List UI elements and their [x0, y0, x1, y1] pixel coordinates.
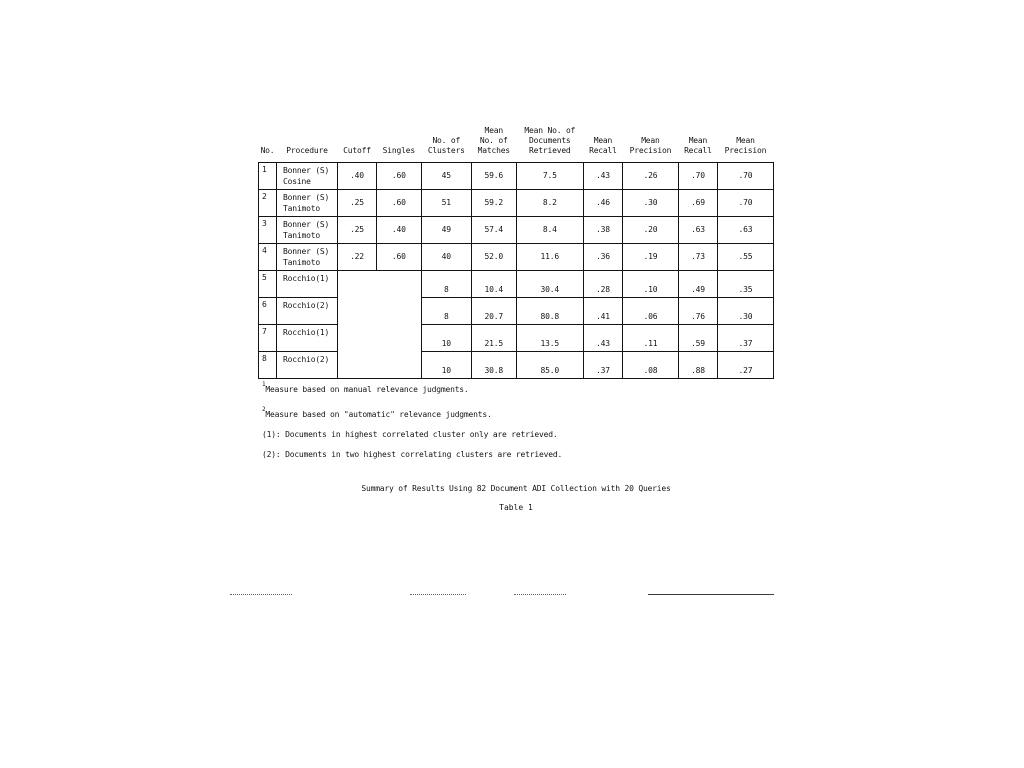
column-header-line: Recall — [589, 146, 617, 155]
cell-cutoff: .25 — [338, 217, 377, 244]
footnote-text: (2): Documents in two highest correlating clusters are retrieved. — [262, 450, 563, 459]
column-header-line: No. of — [479, 136, 508, 145]
cell-precision2: .30 — [717, 298, 773, 325]
cell-clusters: 8 — [421, 271, 471, 298]
cell-recall2: .76 — [678, 298, 717, 325]
cell-no: 5 — [259, 271, 277, 298]
cell-recall1: .43 — [583, 163, 622, 190]
cell-recall2: .49 — [678, 271, 717, 298]
cell-clusters: 10 — [421, 352, 471, 379]
table-body — [259, 163, 774, 379]
cell-docs: 8.2 — [516, 190, 583, 217]
column-header-line: Documents — [529, 136, 571, 145]
column-header-precision2 — [717, 122, 773, 163]
table-row — [259, 163, 774, 190]
cell-matches: 20.7 — [471, 298, 516, 325]
cell-precision1: .10 — [622, 271, 678, 298]
cell-cutoff: .40 — [338, 163, 377, 190]
footnotes — [262, 380, 562, 470]
procedure-line: Rocchio(2) — [283, 355, 330, 364]
scan-rule — [514, 594, 566, 595]
table-row — [259, 352, 774, 379]
footnote-text: Measure based on manual relevance judgments. — [265, 385, 469, 394]
cell-procedure — [277, 325, 338, 352]
table-row — [259, 325, 774, 352]
cell-precision2: .63 — [717, 217, 773, 244]
footnote — [262, 380, 562, 395]
column-header-line: Mean — [641, 136, 660, 145]
column-header-procedure — [277, 122, 338, 163]
column-header-line: Procedure — [286, 146, 328, 155]
cell-matches: 21.5 — [471, 325, 516, 352]
column-header-line: Retrieved — [529, 146, 571, 155]
column-header-recall2 — [678, 122, 717, 163]
cell-clusters: 49 — [421, 217, 471, 244]
cell-procedure — [277, 190, 338, 217]
cell-singles: .60 — [376, 163, 421, 190]
cell-matches: 57.4 — [471, 217, 516, 244]
cell-procedure — [277, 271, 338, 298]
column-header-line: Cutoff — [343, 146, 371, 155]
cell-docs: 13.5 — [516, 325, 583, 352]
cell-clusters: 8 — [421, 298, 471, 325]
procedure-line: Bonner (S) — [283, 247, 330, 256]
cell-clusters: 40 — [421, 244, 471, 271]
column-header-line: Mean — [688, 136, 708, 145]
cell-procedure — [277, 217, 338, 244]
cell-precision1: .26 — [622, 163, 678, 190]
column-header-line: Clusters — [427, 146, 465, 155]
cell-recall2: .70 — [678, 163, 717, 190]
cell-docs: 85.0 — [516, 352, 583, 379]
cell-cutoff — [338, 271, 377, 298]
table-label: Table 1 — [499, 503, 533, 512]
cell-precision1: .08 — [622, 352, 678, 379]
cell-recall1: .41 — [583, 298, 622, 325]
footnote-marker: 1 — [262, 381, 266, 388]
cell-no: 3 — [259, 217, 277, 244]
scan-rule — [230, 594, 292, 595]
cell-docs: 8.4 — [516, 217, 583, 244]
column-header-line: Matches — [477, 146, 510, 155]
column-header-line: Mean No. of — [524, 126, 576, 135]
cell-singles: .60 — [376, 190, 421, 217]
column-header-line: No. — [260, 146, 275, 155]
cell-matches: 59.2 — [471, 190, 516, 217]
column-header-matches — [471, 122, 516, 163]
column-header-line: Recall — [684, 146, 712, 155]
cell-precision2: .70 — [717, 163, 773, 190]
cell-clusters: 45 — [421, 163, 471, 190]
cell-recall2: .59 — [678, 325, 717, 352]
procedure-line: Tanimoto — [283, 258, 320, 267]
table-row — [259, 271, 774, 298]
footnote-text: Measure based on "automatic" relevance judgments. — [265, 410, 492, 419]
cell-docs: 80.8 — [516, 298, 583, 325]
column-header-no — [259, 122, 277, 163]
cell-singles: .40 — [376, 217, 421, 244]
cell-singles — [376, 325, 421, 352]
cell-recall1: .37 — [583, 352, 622, 379]
cell-singles — [376, 271, 421, 298]
cell-recall2: .73 — [678, 244, 717, 271]
cell-docs: 30.4 — [516, 271, 583, 298]
cell-recall1: .28 — [583, 271, 622, 298]
cell-no: 1 — [259, 163, 277, 190]
column-header-line: Singles — [382, 146, 415, 155]
cell-recall2: .69 — [678, 190, 717, 217]
cell-recall2: .88 — [678, 352, 717, 379]
column-header-line: Mean — [736, 136, 755, 145]
table-row — [259, 190, 774, 217]
column-header-clusters — [421, 122, 471, 163]
cell-precision2: .37 — [717, 325, 773, 352]
cell-no: 2 — [259, 190, 277, 217]
cell-singles — [376, 352, 421, 379]
footnote-marker: 2 — [262, 406, 266, 413]
cell-procedure — [277, 298, 338, 325]
cell-no: 7 — [259, 325, 277, 352]
cell-precision1: .19 — [622, 244, 678, 271]
cell-matches: 10.4 — [471, 271, 516, 298]
cell-precision2: .35 — [717, 271, 773, 298]
cell-matches: 30.8 — [471, 352, 516, 379]
procedure-line: Rocchio(2) — [283, 301, 330, 310]
cell-precision2: .70 — [717, 190, 773, 217]
cell-docs: 11.6 — [516, 244, 583, 271]
footnote-text: (1): Documents in highest correlated cluster only are retrieved. — [262, 430, 558, 439]
column-header-line: Precision — [724, 146, 767, 155]
cell-recall1: .46 — [583, 190, 622, 217]
cell-cutoff: .22 — [338, 244, 377, 271]
cell-precision1: .20 — [622, 217, 678, 244]
cell-precision1: .06 — [622, 298, 678, 325]
cell-recall1: .43 — [583, 325, 622, 352]
cell-recall1: .38 — [583, 217, 622, 244]
cell-no: 8 — [259, 352, 277, 379]
column-header-recall1 — [583, 122, 622, 163]
procedure-line: Bonner (S) — [283, 166, 330, 175]
cell-singles: .60 — [376, 244, 421, 271]
column-header-line: Mean — [593, 136, 613, 145]
table-caption: Summary of Results Using 82 Document ADI Collection with 20 Queries — [361, 484, 671, 493]
cell-singles — [376, 298, 421, 325]
cell-clusters: 10 — [421, 325, 471, 352]
cell-precision1: .30 — [622, 190, 678, 217]
column-header-precision1 — [622, 122, 678, 163]
procedure-line: Tanimoto — [283, 204, 320, 213]
table-row — [259, 298, 774, 325]
cell-precision1: .11 — [622, 325, 678, 352]
cell-procedure — [277, 163, 338, 190]
cell-matches: 52.0 — [471, 244, 516, 271]
procedure-line: Bonner (S) — [283, 220, 330, 229]
column-header-docs — [516, 122, 583, 163]
cell-procedure — [277, 352, 338, 379]
footnote — [262, 405, 562, 420]
cell-recall1: .36 — [583, 244, 622, 271]
table-row — [259, 244, 774, 271]
cell-recall2: .63 — [678, 217, 717, 244]
column-header-line: No. of — [432, 136, 461, 145]
scan-rule — [410, 594, 466, 595]
cell-precision2: .27 — [717, 352, 773, 379]
cell-cutoff — [338, 352, 377, 379]
results-table — [258, 122, 774, 379]
footnote — [262, 450, 562, 460]
cell-clusters: 51 — [421, 190, 471, 217]
column-header-cutoff — [338, 122, 377, 163]
table-header-row — [259, 122, 774, 163]
procedure-line: Tanimoto — [283, 231, 320, 240]
procedure-line: Bonner (S) — [283, 193, 330, 202]
column-header-singles — [376, 122, 421, 163]
procedure-line: Rocchio(1) — [283, 328, 330, 337]
column-header-line: Precision — [629, 146, 672, 155]
table-row — [259, 217, 774, 244]
cell-no: 4 — [259, 244, 277, 271]
footnote — [262, 430, 562, 440]
cell-procedure — [277, 244, 338, 271]
cell-precision2: .55 — [717, 244, 773, 271]
cell-matches: 59.6 — [471, 163, 516, 190]
cell-docs: 7.5 — [516, 163, 583, 190]
procedure-line: Cosine — [283, 177, 311, 186]
cell-cutoff — [338, 325, 377, 352]
cell-no: 6 — [259, 298, 277, 325]
procedure-line: Rocchio(1) — [283, 274, 330, 283]
column-header-line: Mean — [484, 126, 504, 135]
cell-cutoff: .25 — [338, 190, 377, 217]
cell-cutoff — [338, 298, 377, 325]
scan-rule — [648, 594, 774, 595]
